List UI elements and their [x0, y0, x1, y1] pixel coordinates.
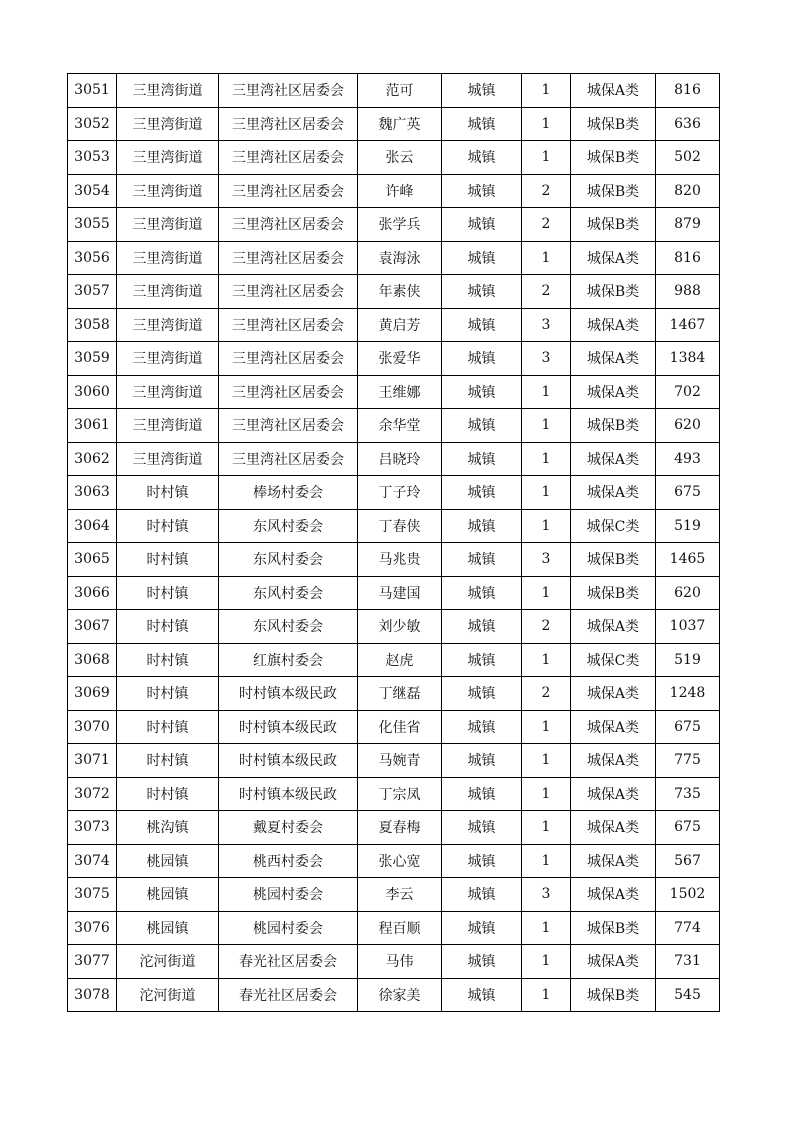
cell-type: 城镇: [442, 442, 522, 476]
cell-type: 城镇: [442, 744, 522, 778]
cell-id: 3076: [68, 911, 117, 945]
cell-amount: 1248: [656, 677, 720, 711]
cell-id: 3055: [68, 208, 117, 242]
cell-category: 城保A类: [571, 610, 656, 644]
table-row: [68, 409, 720, 443]
cell-id: 3067: [68, 610, 117, 644]
cell-type: 城镇: [442, 509, 522, 543]
cell-type: 城镇: [442, 241, 522, 275]
cell-name: 黄启芳: [358, 308, 442, 342]
cell-count: 1: [522, 107, 571, 141]
cell-amount: 774: [656, 911, 720, 945]
cell-name: 化佳省: [358, 710, 442, 744]
cell-count: 3: [522, 308, 571, 342]
cell-count: 2: [522, 275, 571, 309]
cell-id: 3053: [68, 141, 117, 175]
cell-type: 城镇: [442, 777, 522, 811]
cell-type: 城镇: [442, 978, 522, 1012]
cell-amount: 675: [656, 476, 720, 510]
cell-amount: 816: [656, 241, 720, 275]
cell-id: 3074: [68, 844, 117, 878]
cell-street: 时村镇: [117, 777, 219, 811]
table-row: [68, 978, 720, 1012]
cell-type: 城镇: [442, 576, 522, 610]
cell-street: 时村镇: [117, 476, 219, 510]
table-row: [68, 275, 720, 309]
cell-type: 城镇: [442, 643, 522, 677]
cell-count: 1: [522, 777, 571, 811]
table-row: [68, 576, 720, 610]
cell-street: 时村镇: [117, 576, 219, 610]
cell-type: 城镇: [442, 107, 522, 141]
cell-count: 1: [522, 811, 571, 845]
cell-category: 城保A类: [571, 241, 656, 275]
table-row: [68, 677, 720, 711]
cell-amount: 519: [656, 643, 720, 677]
cell-street: 时村镇: [117, 610, 219, 644]
cell-community: 三里湾社区居委会: [219, 275, 358, 309]
cell-type: 城镇: [442, 878, 522, 912]
cell-community: 时村镇本级民政: [219, 744, 358, 778]
cell-id: 3051: [68, 74, 117, 108]
cell-street: 桃沟镇: [117, 811, 219, 845]
cell-category: 城保A类: [571, 777, 656, 811]
table-row: [68, 174, 720, 208]
table-row: [68, 74, 720, 108]
cell-amount: 545: [656, 978, 720, 1012]
cell-type: 城镇: [442, 375, 522, 409]
table-row: [68, 911, 720, 945]
cell-id: 3072: [68, 777, 117, 811]
cell-name: 王维娜: [358, 375, 442, 409]
cell-community: 三里湾社区居委会: [219, 141, 358, 175]
cell-count: 1: [522, 643, 571, 677]
table-row: [68, 107, 720, 141]
cell-community: 时村镇本级民政: [219, 677, 358, 711]
cell-amount: 519: [656, 509, 720, 543]
cell-community: 桃西村委会: [219, 844, 358, 878]
cell-type: 城镇: [442, 811, 522, 845]
cell-community: 三里湾社区居委会: [219, 375, 358, 409]
cell-name: 李云: [358, 878, 442, 912]
cell-amount: 1465: [656, 543, 720, 577]
cell-community: 桃园村委会: [219, 911, 358, 945]
cell-category: 城保C类: [571, 643, 656, 677]
cell-type: 城镇: [442, 275, 522, 309]
cell-amount: 1384: [656, 342, 720, 376]
table-row: [68, 375, 720, 409]
cell-type: 城镇: [442, 710, 522, 744]
cell-count: 1: [522, 141, 571, 175]
table-row: [68, 543, 720, 577]
cell-street: 三里湾街道: [117, 241, 219, 275]
cell-category: 城保B类: [571, 576, 656, 610]
cell-count: 1: [522, 945, 571, 979]
cell-name: 丁继磊: [358, 677, 442, 711]
cell-street: 时村镇: [117, 643, 219, 677]
cell-street: 三里湾街道: [117, 275, 219, 309]
cell-name: 赵虎: [358, 643, 442, 677]
cell-amount: 988: [656, 275, 720, 309]
table-row: [68, 476, 720, 510]
cell-category: 城保B类: [571, 107, 656, 141]
cell-amount: 731: [656, 945, 720, 979]
cell-id: 3078: [68, 978, 117, 1012]
cell-count: 2: [522, 174, 571, 208]
cell-category: 城保A类: [571, 744, 656, 778]
cell-amount: 816: [656, 74, 720, 108]
table-row: [68, 643, 720, 677]
cell-category: 城保C类: [571, 509, 656, 543]
cell-street: 三里湾街道: [117, 442, 219, 476]
cell-count: 1: [522, 442, 571, 476]
cell-street: 三里湾街道: [117, 141, 219, 175]
cell-category: 城保A类: [571, 844, 656, 878]
table-row: [68, 442, 720, 476]
cell-amount: 493: [656, 442, 720, 476]
cell-category: 城保A类: [571, 677, 656, 711]
cell-amount: 820: [656, 174, 720, 208]
cell-id: 3059: [68, 342, 117, 376]
cell-type: 城镇: [442, 308, 522, 342]
cell-community: 春光社区居委会: [219, 945, 358, 979]
table-row: [68, 777, 720, 811]
cell-street: 桃园镇: [117, 911, 219, 945]
cell-id: 3057: [68, 275, 117, 309]
cell-count: 1: [522, 241, 571, 275]
cell-amount: 735: [656, 777, 720, 811]
cell-community: 三里湾社区居委会: [219, 442, 358, 476]
table-row: [68, 509, 720, 543]
table-row: [68, 342, 720, 376]
cell-count: 1: [522, 844, 571, 878]
cell-type: 城镇: [442, 677, 522, 711]
cell-name: 袁海泳: [358, 241, 442, 275]
cell-name: 年素侠: [358, 275, 442, 309]
cell-street: 时村镇: [117, 744, 219, 778]
cell-type: 城镇: [442, 543, 522, 577]
cell-street: 沱河街道: [117, 978, 219, 1012]
cell-id: 3069: [68, 677, 117, 711]
cell-community: 春光社区居委会: [219, 978, 358, 1012]
cell-street: 三里湾街道: [117, 375, 219, 409]
cell-name: 许峰: [358, 174, 442, 208]
cell-category: 城保B类: [571, 409, 656, 443]
cell-type: 城镇: [442, 476, 522, 510]
cell-community: 桃园村委会: [219, 878, 358, 912]
cell-community: 棒场村委会: [219, 476, 358, 510]
table-row: [68, 811, 720, 845]
cell-street: 时村镇: [117, 509, 219, 543]
cell-street: 时村镇: [117, 710, 219, 744]
cell-category: 城保A类: [571, 811, 656, 845]
cell-amount: 502: [656, 141, 720, 175]
cell-type: 城镇: [442, 342, 522, 376]
roster-table: [67, 73, 720, 1012]
cell-amount: 1502: [656, 878, 720, 912]
table-row: [68, 308, 720, 342]
cell-id: 3077: [68, 945, 117, 979]
cell-count: 1: [522, 509, 571, 543]
cell-amount: 702: [656, 375, 720, 409]
cell-id: 3058: [68, 308, 117, 342]
table-row: [68, 878, 720, 912]
cell-name: 马伟: [358, 945, 442, 979]
cell-community: 时村镇本级民政: [219, 777, 358, 811]
cell-id: 3056: [68, 241, 117, 275]
cell-count: 1: [522, 476, 571, 510]
cell-category: 城保A类: [571, 710, 656, 744]
cell-id: 3052: [68, 107, 117, 141]
cell-name: 夏春梅: [358, 811, 442, 845]
cell-street: 三里湾街道: [117, 174, 219, 208]
cell-name: 张心宽: [358, 844, 442, 878]
cell-street: 三里湾街道: [117, 74, 219, 108]
table-row: [68, 844, 720, 878]
table-row: [68, 945, 720, 979]
cell-id: 3073: [68, 811, 117, 845]
cell-count: 3: [522, 543, 571, 577]
cell-street: 三里湾街道: [117, 208, 219, 242]
cell-community: 三里湾社区居委会: [219, 409, 358, 443]
cell-name: 张学兵: [358, 208, 442, 242]
cell-street: 桃园镇: [117, 844, 219, 878]
cell-amount: 775: [656, 744, 720, 778]
cell-type: 城镇: [442, 174, 522, 208]
cell-community: 东风村委会: [219, 543, 358, 577]
cell-count: 1: [522, 74, 571, 108]
cell-id: 3071: [68, 744, 117, 778]
cell-amount: 620: [656, 409, 720, 443]
cell-id: 3065: [68, 543, 117, 577]
cell-type: 城镇: [442, 208, 522, 242]
cell-street: 沱河街道: [117, 945, 219, 979]
cell-name: 吕晓玲: [358, 442, 442, 476]
cell-category: 城保A类: [571, 878, 656, 912]
cell-community: 红旗村委会: [219, 643, 358, 677]
cell-count: 2: [522, 610, 571, 644]
cell-id: 3060: [68, 375, 117, 409]
cell-name: 丁宗凤: [358, 777, 442, 811]
cell-community: 三里湾社区居委会: [219, 74, 358, 108]
cell-category: 城保A类: [571, 476, 656, 510]
cell-name: 张云: [358, 141, 442, 175]
cell-type: 城镇: [442, 141, 522, 175]
cell-count: 1: [522, 576, 571, 610]
cell-street: 桃园镇: [117, 878, 219, 912]
cell-name: 程百顺: [358, 911, 442, 945]
cell-id: 3063: [68, 476, 117, 510]
cell-name: 马兆贵: [358, 543, 442, 577]
table-row: [68, 241, 720, 275]
cell-id: 3064: [68, 509, 117, 543]
cell-category: 城保B类: [571, 174, 656, 208]
cell-id: 3062: [68, 442, 117, 476]
cell-community: 三里湾社区居委会: [219, 308, 358, 342]
cell-community: 东风村委会: [219, 610, 358, 644]
cell-category: 城保A类: [571, 375, 656, 409]
table-row: [68, 141, 720, 175]
cell-street: 三里湾街道: [117, 107, 219, 141]
cell-street: 时村镇: [117, 543, 219, 577]
cell-community: 三里湾社区居委会: [219, 342, 358, 376]
table-row: [68, 208, 720, 242]
cell-community: 三里湾社区居委会: [219, 107, 358, 141]
cell-amount: 636: [656, 107, 720, 141]
cell-name: 魏广英: [358, 107, 442, 141]
cell-category: 城保B类: [571, 978, 656, 1012]
cell-amount: 1467: [656, 308, 720, 342]
cell-category: 城保A类: [571, 74, 656, 108]
cell-count: 3: [522, 342, 571, 376]
cell-count: 1: [522, 409, 571, 443]
cell-count: 3: [522, 878, 571, 912]
cell-name: 马建国: [358, 576, 442, 610]
cell-amount: 675: [656, 710, 720, 744]
cell-street: 三里湾街道: [117, 409, 219, 443]
cell-name: 徐家美: [358, 978, 442, 1012]
cell-amount: 1037: [656, 610, 720, 644]
cell-category: 城保B类: [571, 911, 656, 945]
cell-name: 丁春侠: [358, 509, 442, 543]
cell-street: 三里湾街道: [117, 342, 219, 376]
cell-count: 1: [522, 710, 571, 744]
cell-name: 张爱华: [358, 342, 442, 376]
table-row: [68, 610, 720, 644]
cell-count: 1: [522, 744, 571, 778]
cell-name: 余华堂: [358, 409, 442, 443]
cell-category: 城保A类: [571, 342, 656, 376]
table-row: [68, 744, 720, 778]
cell-category: 城保A类: [571, 945, 656, 979]
cell-category: 城保B类: [571, 543, 656, 577]
table-row: [68, 710, 720, 744]
cell-community: 东风村委会: [219, 509, 358, 543]
cell-community: 三里湾社区居委会: [219, 208, 358, 242]
roster-table-body: [68, 74, 720, 1012]
cell-id: 3054: [68, 174, 117, 208]
cell-category: 城保B类: [571, 141, 656, 175]
cell-count: 2: [522, 677, 571, 711]
cell-category: 城保A类: [571, 442, 656, 476]
cell-count: 1: [522, 978, 571, 1012]
cell-category: 城保B类: [571, 208, 656, 242]
cell-amount: 567: [656, 844, 720, 878]
cell-type: 城镇: [442, 74, 522, 108]
cell-name: 刘少敏: [358, 610, 442, 644]
cell-street: 时村镇: [117, 677, 219, 711]
cell-amount: 879: [656, 208, 720, 242]
cell-count: 1: [522, 911, 571, 945]
cell-id: 3061: [68, 409, 117, 443]
cell-type: 城镇: [442, 911, 522, 945]
cell-count: 1: [522, 375, 571, 409]
cell-id: 3075: [68, 878, 117, 912]
cell-category: 城保B类: [571, 275, 656, 309]
cell-community: 三里湾社区居委会: [219, 241, 358, 275]
cell-name: 马婉青: [358, 744, 442, 778]
cell-type: 城镇: [442, 945, 522, 979]
cell-community: 时村镇本级民政: [219, 710, 358, 744]
cell-community: 三里湾社区居委会: [219, 174, 358, 208]
cell-amount: 675: [656, 811, 720, 845]
cell-name: 丁子玲: [358, 476, 442, 510]
cell-id: 3070: [68, 710, 117, 744]
cell-type: 城镇: [442, 844, 522, 878]
cell-name: 范可: [358, 74, 442, 108]
cell-category: 城保A类: [571, 308, 656, 342]
cell-id: 3068: [68, 643, 117, 677]
cell-community: 戴夏村委会: [219, 811, 358, 845]
cell-amount: 620: [656, 576, 720, 610]
cell-id: 3066: [68, 576, 117, 610]
cell-type: 城镇: [442, 409, 522, 443]
cell-count: 2: [522, 208, 571, 242]
cell-community: 东风村委会: [219, 576, 358, 610]
cell-type: 城镇: [442, 610, 522, 644]
cell-street: 三里湾街道: [117, 308, 219, 342]
